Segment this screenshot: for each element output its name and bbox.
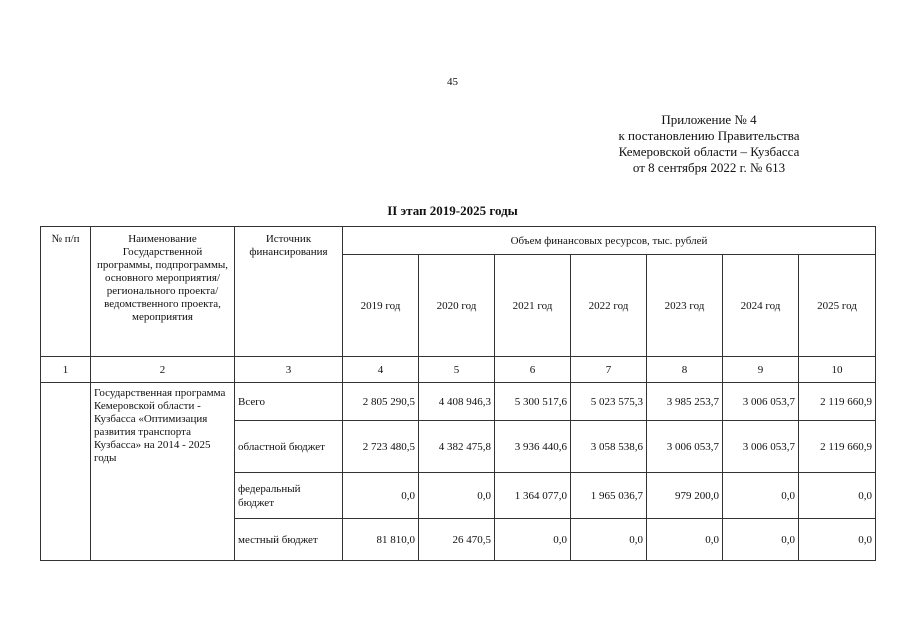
header-year: 2022 год (571, 255, 647, 357)
appendix-header (579, 112, 839, 176)
column-index: 7 (571, 357, 647, 383)
value-cell: 0,0 (571, 519, 647, 561)
value-cell: 0,0 (647, 519, 723, 561)
value-cell: 0,0 (723, 473, 799, 519)
column-index: 3 (235, 357, 343, 383)
header-year: 2023 год (647, 255, 723, 357)
value-cell: 3 006 053,7 (723, 383, 799, 421)
header-year: 2019 год (343, 255, 419, 357)
value-cell: 3 006 053,7 (723, 421, 799, 473)
header-row (41, 227, 876, 255)
stage-title: II этап 2019-2025 годы (387, 203, 518, 218)
header-year: 2024 год (723, 255, 799, 357)
program-name: Государственная программа Кемеровской области - Кузбасса «Оптимизация развития транспорта Кузбасса» на 2014 - 2025 годы (91, 383, 235, 561)
value-cell: 0,0 (419, 473, 495, 519)
value-cell: 0,0 (495, 519, 571, 561)
appendix-line: от 8 сентября 2022 г. № 613 (632, 160, 786, 175)
value-cell: 5 023 575,3 (571, 383, 647, 421)
value-cell: 3 985 253,7 (647, 383, 723, 421)
value-cell: 3 058 538,6 (571, 421, 647, 473)
header-source: Источник финансирования (235, 227, 343, 357)
value-cell: 0,0 (343, 473, 419, 519)
header-year: 2020 год (419, 255, 495, 357)
appendix-line: Приложение № 4 (661, 112, 757, 127)
column-index-row (41, 357, 876, 383)
value-cell: 2 119 660,9 (799, 421, 876, 473)
value-cell: 0,0 (723, 519, 799, 561)
column-index: 4 (343, 357, 419, 383)
value-cell: 5 300 517,6 (495, 383, 571, 421)
funding-source: областной бюджет (235, 421, 343, 473)
value-cell: 1 965 036,7 (571, 473, 647, 519)
appendix-line: к постановлению Правительства (618, 128, 800, 143)
program-number (41, 383, 91, 561)
value-cell: 0,0 (799, 519, 876, 561)
value-cell: 4 408 946,3 (419, 383, 495, 421)
value-cell: 1 364 077,0 (495, 473, 571, 519)
column-index: 1 (41, 357, 91, 383)
value-cell: 3 006 053,7 (647, 421, 723, 473)
column-index: 10 (799, 357, 876, 383)
value-cell: 3 936 440,6 (495, 421, 571, 473)
header-year: 2021 год (495, 255, 571, 357)
column-index: 5 (419, 357, 495, 383)
appendix-line: Кемеровской области – Кузбасса (618, 144, 800, 159)
header-num: № п/п (41, 227, 91, 357)
value-cell: 81 810,0 (343, 519, 419, 561)
page-number: 45 (447, 76, 458, 88)
financing-table (40, 226, 876, 561)
column-index: 8 (647, 357, 723, 383)
header-name: Наименование Государственной программы, подпрограммы, основного мероприятия/ регионального проекта/ведомственного проекта, мероприятия (91, 227, 235, 357)
value-cell: 4 382 475,8 (419, 421, 495, 473)
header-volume: Объем финансовых ресурсов, тыс. рублей (343, 227, 876, 255)
header-year: 2025 год (799, 255, 876, 357)
table-row (41, 383, 876, 421)
value-cell: 26 470,5 (419, 519, 495, 561)
funding-source: федеральный бюджет (235, 473, 343, 519)
value-cell: 2 119 660,9 (799, 383, 876, 421)
value-cell: 979 200,0 (647, 473, 723, 519)
column-index: 2 (91, 357, 235, 383)
value-cell: 0,0 (799, 473, 876, 519)
funding-source: местный бюджет (235, 519, 343, 561)
column-index: 6 (495, 357, 571, 383)
value-cell: 2 805 290,5 (343, 383, 419, 421)
funding-source: Всего (235, 383, 343, 421)
value-cell: 2 723 480,5 (343, 421, 419, 473)
column-index: 9 (723, 357, 799, 383)
